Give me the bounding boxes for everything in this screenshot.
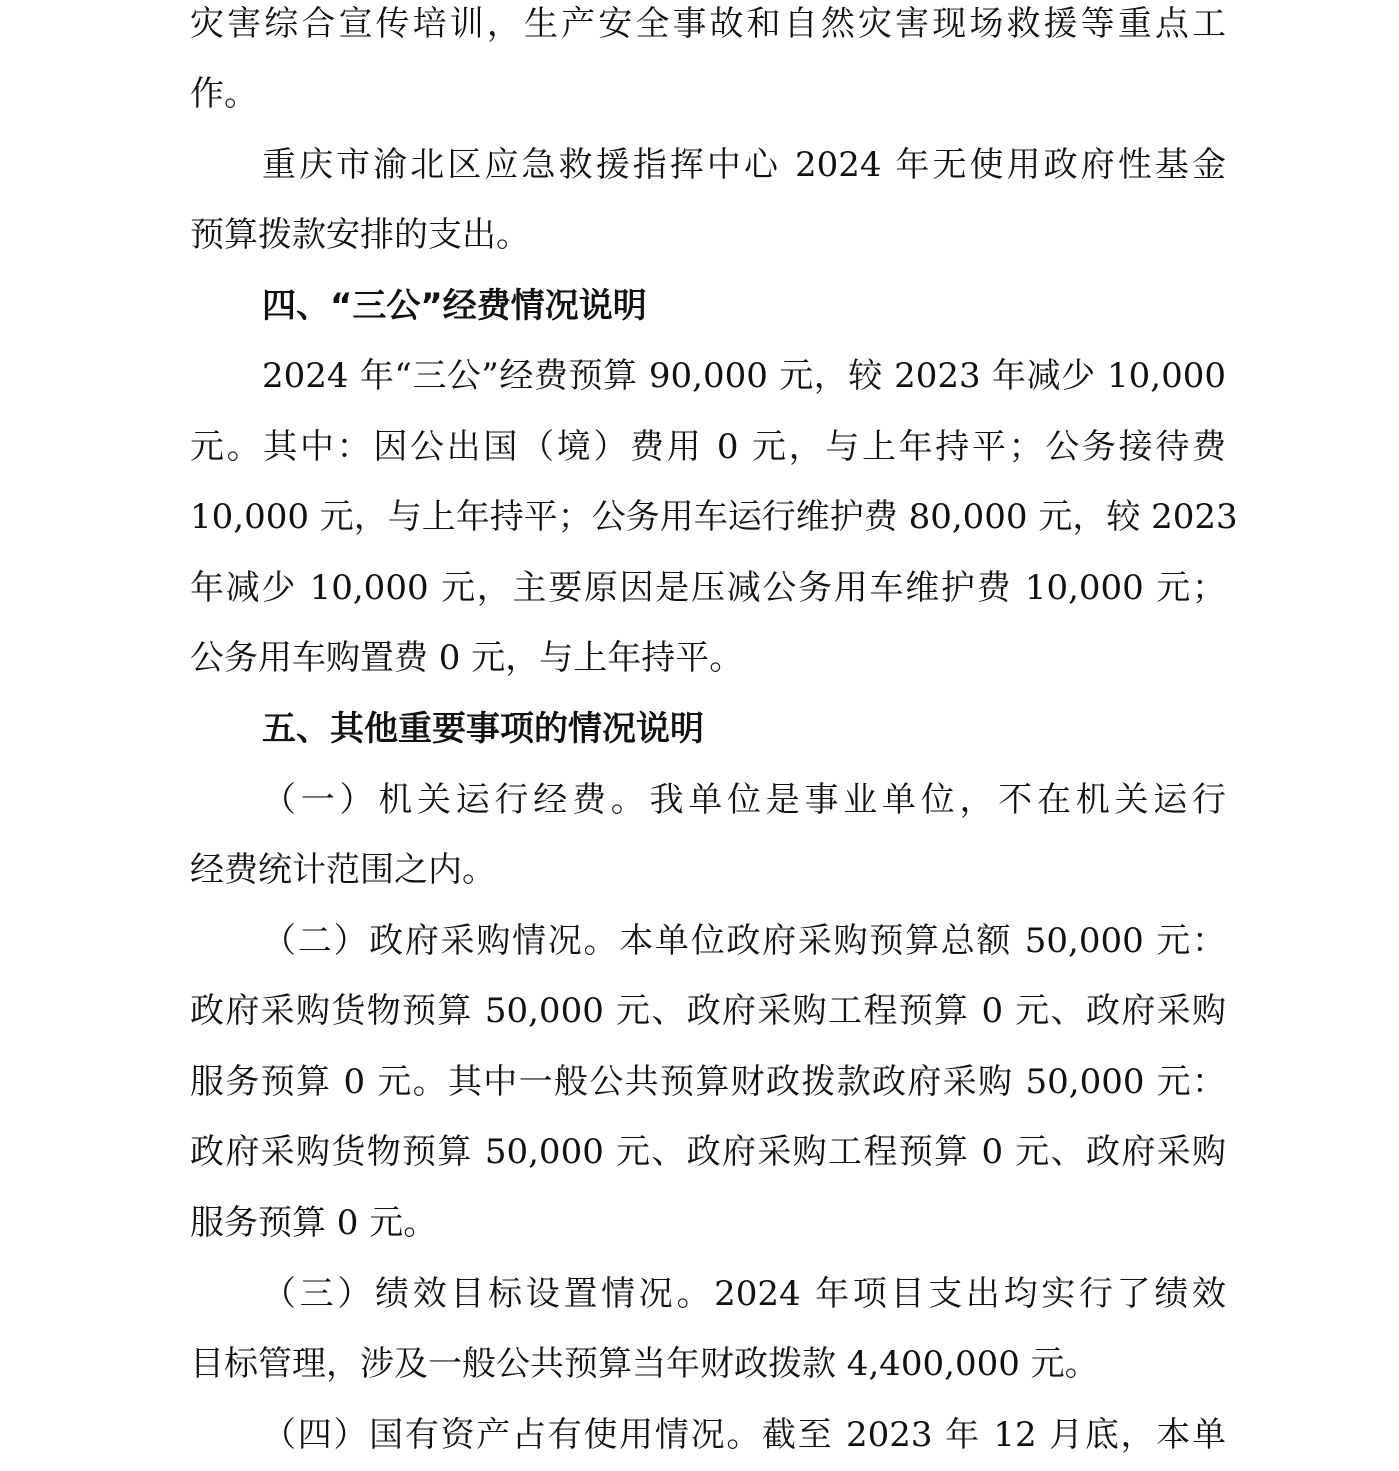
body-text-line: （二）政府采购情况。本单位政府采购预算总额 50,000 元：	[262, 921, 1226, 961]
body-text-line: 政府采购货物预算 50,000 元、政府采购工程预算 0 元、政府采购	[190, 991, 1226, 1031]
body-text-line: 作。	[190, 74, 258, 114]
body-text-line: 预算拨款安排的支出。	[190, 215, 530, 255]
section-heading: 四、“三公”经费情况说明	[262, 286, 647, 326]
body-text-line: 灾害综合宣传培训，生产安全事故和自然灾害现场救援等重点工	[190, 4, 1226, 44]
body-text-line: 服务预算 0 元。	[190, 1203, 438, 1243]
body-text-line: 服务预算 0 元。其中一般公共预算财政拨款政府采购 50,000 元：	[190, 1062, 1226, 1102]
body-text-line: 年减少 10,000 元，主要原因是压减公务用车维护费 10,000 元；	[190, 568, 1226, 608]
body-text-line: （一）机关运行经费。我单位是事业单位，不在机关运行	[262, 780, 1226, 820]
body-text-line: 经费统计范围之内。	[190, 850, 496, 890]
body-text-line: 政府采购货物预算 50,000 元、政府采购工程预算 0 元、政府采购	[190, 1132, 1226, 1172]
body-text-line: （三）绩效目标设置情况。2024 年项目支出均实行了绩效	[262, 1274, 1226, 1314]
body-text-line: 公务用车购置费 0 元，与上年持平。	[190, 638, 744, 678]
section-heading: 五、其他重要事项的情况说明	[262, 709, 704, 749]
body-text-line: （四）国有资产占有使用情况。截至 2023 年 12 月底，本单	[262, 1415, 1226, 1455]
body-text-line: 2024 年“三公”经费预算 90,000 元，较 2023 年减少 10,000	[262, 356, 1226, 396]
body-text-line: 重庆市渝北区应急救援指挥中心 2024 年无使用政府性基金	[262, 145, 1226, 185]
body-text-line: 目标管理，涉及一般公共预算当年财政拨款 4,400,000 元。	[190, 1344, 1099, 1384]
body-text-line: 元。其中：因公出国（境）费用 0 元，与上年持平；公务接待费	[190, 427, 1226, 467]
body-text-line: 10,000 元，与上年持平；公务用车运行维护费 80,000 元，较 2023	[190, 497, 1238, 537]
